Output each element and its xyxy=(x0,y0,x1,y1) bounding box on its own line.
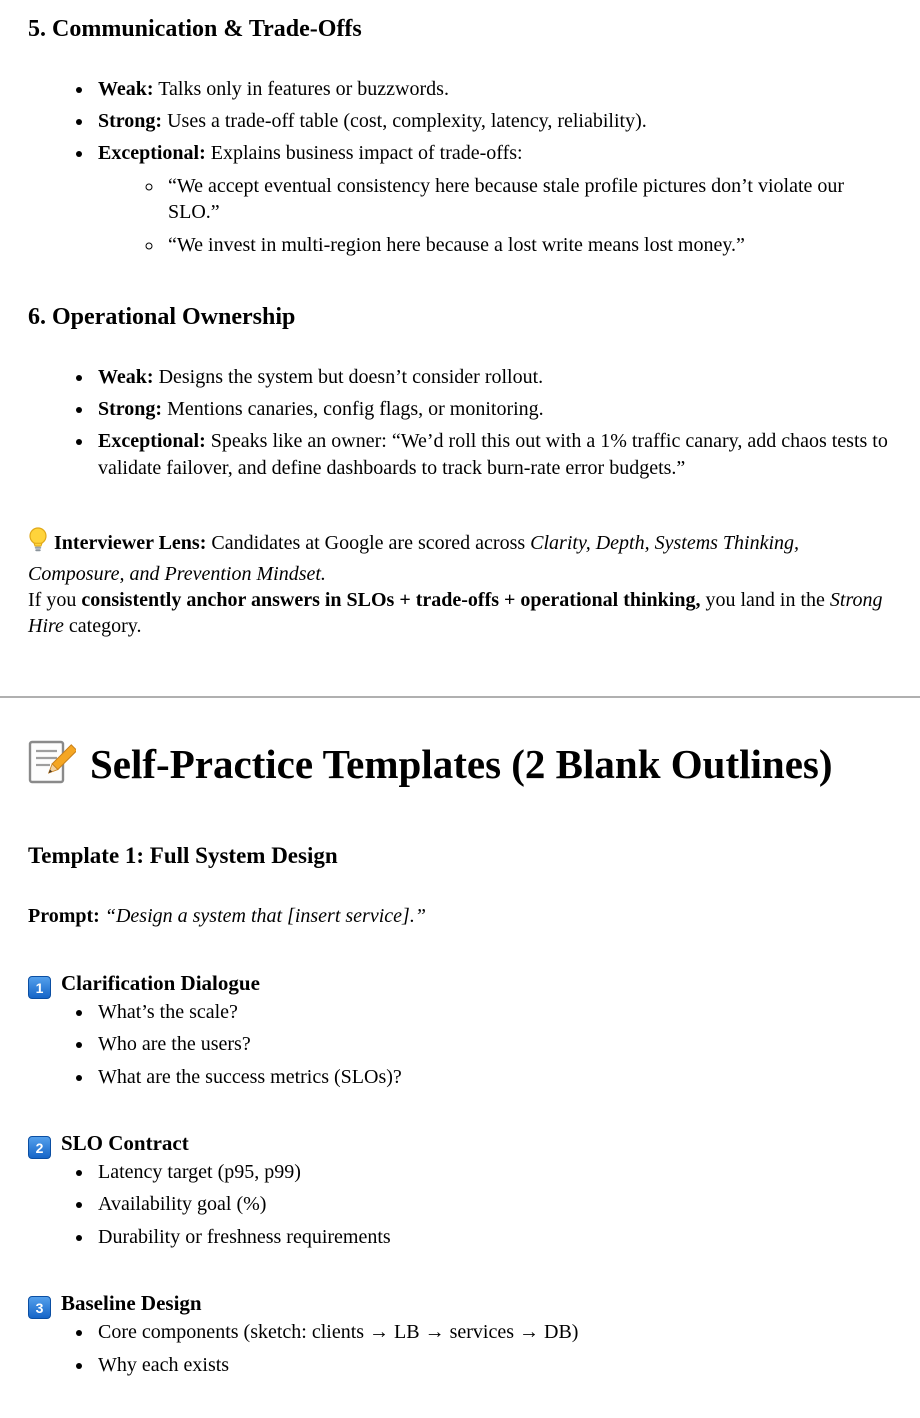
bullet-label: Exceptional: xyxy=(98,430,206,453)
bullet-text: Talks only in features or buzzwords. xyxy=(153,77,449,100)
bullet-text: Speaks like an owner: “We’d roll this out with a 1% traffic canary, add chaos tests to validate failover, and define dashboards to track burn-rate error budgets.” xyxy=(98,430,888,479)
lens-text: If you xyxy=(28,589,82,612)
number-badge-3: 3 xyxy=(28,1296,51,1319)
section-5-list xyxy=(28,76,892,258)
bullet-text: What’s the scale? xyxy=(98,1000,238,1023)
bullet-item xyxy=(94,76,892,102)
bullet-text: What are the success metrics (SLOs)? xyxy=(98,1065,402,1088)
section-heading-text: SLO Contract xyxy=(61,1131,189,1156)
bullet-item xyxy=(94,1224,892,1250)
lens-italic: Strong Hire xyxy=(28,589,883,638)
bullet-text: Durability or freshness requirements xyxy=(98,1225,391,1248)
bullet-text: Mentions canaries, config flags, or monitoring. xyxy=(162,398,544,421)
prompt-line xyxy=(28,903,892,929)
lens-label: Interviewer Lens: xyxy=(54,532,207,555)
lens-text: you land in the xyxy=(700,589,830,612)
bullet-text: Availability goal (%) xyxy=(98,1193,267,1216)
bullet-label: Weak: xyxy=(98,77,154,100)
section-heading-text: Clarification Dialogue xyxy=(61,970,260,995)
lightbulb-icon xyxy=(28,527,48,560)
bullet-text: Why each exists xyxy=(98,1353,230,1376)
bullet-text: Explains business impact of trade-offs: xyxy=(205,142,523,165)
memo-icon xyxy=(28,740,76,797)
bullet-item xyxy=(94,140,892,258)
interviewer-lens-note xyxy=(28,527,892,640)
sub-bullet-text: “We accept eventual consistency here because stale profile pictures don’t violate our SLO.” xyxy=(168,174,845,224)
bullet-label: Weak: xyxy=(98,365,154,388)
bullet-label: Strong: xyxy=(98,110,163,133)
prompt-label: Prompt: xyxy=(28,905,100,928)
baseline-design-list xyxy=(28,1319,892,1378)
bullet-label: Strong: xyxy=(98,398,163,421)
section-divider xyxy=(0,696,920,698)
bullet-item xyxy=(94,108,892,134)
bullet-item xyxy=(94,1064,892,1090)
sub-bullet-item xyxy=(164,232,892,258)
sub-bullet-text: “We invest in multi-region here because a lost write means lost money.” xyxy=(168,233,745,256)
bullet-text: Who are the users? xyxy=(98,1033,251,1056)
slo-contract-list xyxy=(28,1159,892,1250)
bullet-item xyxy=(94,1191,892,1217)
lens-bold: consistently anchor answers in SLOs + trade-offs + operational thinking, xyxy=(81,589,701,612)
page-title xyxy=(28,738,892,797)
number-badge-1: 1 xyxy=(28,976,51,999)
bullet-item xyxy=(94,364,892,390)
section-heading-baseline-design xyxy=(28,1290,892,1319)
template-1-heading: Template 1: Full System Design xyxy=(28,843,338,869)
bullet-text: Latency target (p95, p99) xyxy=(98,1161,301,1184)
bullet-item xyxy=(94,999,892,1025)
bullet-text: Core components (sketch: clients → LB → services → DB) xyxy=(98,1321,579,1344)
prompt-text: “Design a system that [insert service].” xyxy=(99,905,426,928)
bullet-item xyxy=(94,1319,892,1345)
section-heading-clarification xyxy=(28,970,892,999)
bullet-item xyxy=(94,396,892,422)
section-5-heading: 5. Communication & Trade-Offs xyxy=(28,16,362,42)
section-5-sublist xyxy=(98,173,892,258)
bullet-item xyxy=(94,1031,892,1057)
bullet-text: Uses a trade-off table (cost, complexity, latency, reliability). xyxy=(162,110,647,133)
bullet-label: Exceptional: xyxy=(98,142,206,165)
section-6-heading: 6. Operational Ownership xyxy=(28,304,296,331)
section-heading-text: Baseline Design xyxy=(61,1291,202,1316)
lens-italic: Clarity, Depth, Systems Thinking, Composure, and Prevention Mindset. xyxy=(28,532,800,585)
clarification-list xyxy=(28,999,892,1090)
bullet-item xyxy=(94,1159,892,1185)
page-title-text: Self-Practice Templates (2 Blank Outlines) xyxy=(90,740,833,787)
lens-text: category. xyxy=(63,615,142,638)
section-6-list xyxy=(28,364,892,482)
section-heading-slo-contract xyxy=(28,1130,892,1159)
bullet-text: Designs the system but doesn’t consider rollout. xyxy=(153,365,544,388)
bullet-item xyxy=(94,428,892,481)
lens-text: Candidates at Google are scored across xyxy=(206,532,531,555)
number-badge-2: 2 xyxy=(28,1136,51,1159)
sub-bullet-item xyxy=(164,173,892,226)
